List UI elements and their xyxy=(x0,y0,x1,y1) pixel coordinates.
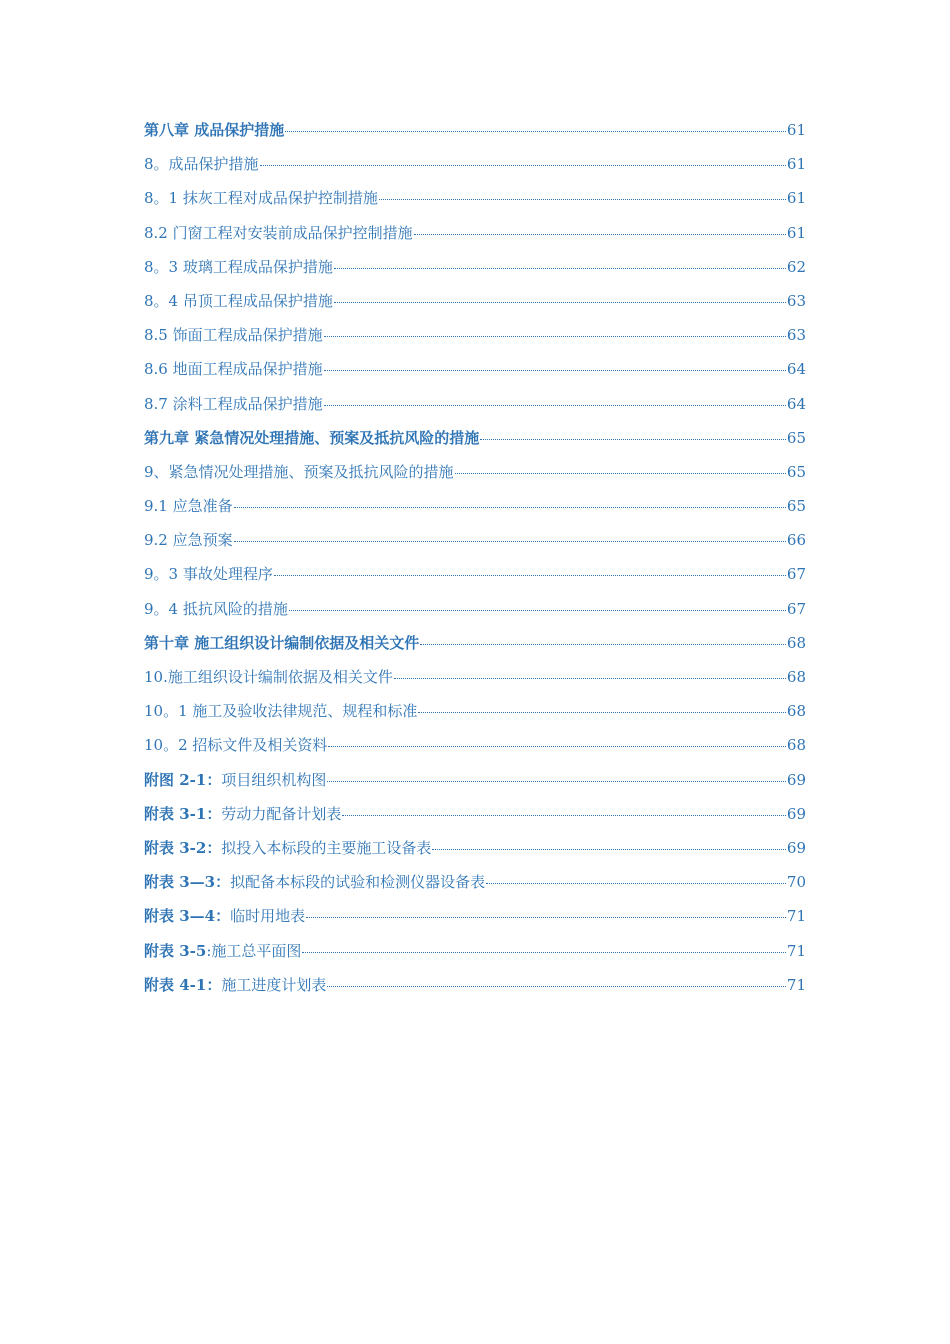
toc-entry-label xyxy=(144,666,393,687)
toc-entry-heading: 附表 4-1： xyxy=(144,975,222,994)
toc-page-number: 62 xyxy=(786,257,806,276)
toc-entry[interactable] xyxy=(144,803,806,837)
toc-entry-label xyxy=(144,632,419,653)
toc-entry[interactable] xyxy=(144,358,806,392)
toc-entry[interactable] xyxy=(144,769,806,803)
dot-leader xyxy=(420,644,786,645)
dot-leader xyxy=(379,199,786,200)
toc-entry-heading: 第九章 紧急情况处理措施、预案及抵抗风险的措施 xyxy=(144,428,480,447)
toc-entry-label xyxy=(144,529,233,550)
toc-page-number: 67 xyxy=(786,599,806,618)
toc-entry[interactable] xyxy=(144,187,806,221)
toc-entry-text: 拟投入本标段的主要施工设备表 xyxy=(221,838,432,857)
toc-entry-label xyxy=(144,940,301,961)
toc-entry-label xyxy=(144,734,327,755)
dot-leader xyxy=(334,302,786,303)
toc-entry-label xyxy=(144,324,323,345)
toc-entry-label xyxy=(144,803,341,824)
dot-leader xyxy=(334,268,786,269)
toc-entry[interactable] xyxy=(144,734,806,768)
toc-entry[interactable] xyxy=(144,905,806,939)
toc-entry[interactable] xyxy=(144,222,806,256)
dot-leader xyxy=(394,678,786,679)
toc-page-number: 68 xyxy=(786,736,806,755)
toc-page-number: 67 xyxy=(786,565,806,584)
dot-leader xyxy=(234,507,786,508)
toc-entry-text: 10.施工组织设计编制依据及相关文件 xyxy=(144,668,393,686)
toc-entry[interactable] xyxy=(144,598,806,632)
toc-entry-heading: 附表 3-1： xyxy=(144,804,222,823)
toc-entry-label xyxy=(144,256,333,277)
toc-entry-label xyxy=(144,461,454,482)
toc-page-number: 69 xyxy=(786,804,806,823)
toc-entry-text: 项目组织机构图 xyxy=(221,770,327,789)
toc-entry-text: 8.6 地面工程成品保护措施 xyxy=(144,360,323,379)
dot-leader xyxy=(260,165,786,166)
dot-leader xyxy=(418,712,786,713)
dot-leader xyxy=(480,439,786,440)
toc-entry-label xyxy=(144,393,323,414)
dot-leader xyxy=(234,541,786,542)
toc-entry-text: 临时用地表 xyxy=(230,907,306,926)
toc-entry[interactable] xyxy=(144,461,806,495)
toc-entry[interactable] xyxy=(144,290,806,324)
toc-entry-label xyxy=(144,153,259,174)
toc-entry-label xyxy=(144,358,323,379)
toc-page-number: 61 xyxy=(786,155,806,174)
toc-entry[interactable] xyxy=(144,529,806,563)
toc-page-number: 64 xyxy=(786,394,806,413)
toc-entry-text: 10。1 施工及验收法律规范、规程和标准 xyxy=(144,702,418,721)
toc-entry-text: 8。4 吊顶工程成品保护措施 xyxy=(144,291,333,310)
dot-leader xyxy=(306,917,786,918)
dot-leader xyxy=(342,815,786,816)
toc-page-number: 61 xyxy=(786,121,806,139)
toc-entry-label xyxy=(144,700,417,721)
toc-page-number: 69 xyxy=(786,770,806,789)
toc-page-number: 68 xyxy=(786,702,806,721)
toc-entry-label xyxy=(144,290,333,311)
dot-leader xyxy=(285,131,786,132)
dot-leader xyxy=(324,336,786,337)
toc-entry-label xyxy=(144,598,288,619)
toc-entry-label xyxy=(144,427,479,448)
toc-entry-text: 9。4 抵抗风险的措施 xyxy=(144,599,288,618)
toc-page-number: 64 xyxy=(786,360,806,379)
toc-entry-text: :施工总平面图 xyxy=(206,941,302,960)
dot-leader xyxy=(324,370,786,371)
toc-entry-text: 9、紧急情况处理措施、预案及抵抗风险的措施 xyxy=(144,462,454,481)
dot-leader xyxy=(289,610,786,611)
toc-entry-label xyxy=(144,119,284,140)
toc-entry-text: 8.5 饰面工程成品保护措施 xyxy=(144,326,323,345)
toc-entry-text: 8.7 涂料工程成品保护措施 xyxy=(144,394,323,413)
toc-entry-text: 施工进度计划表 xyxy=(221,975,327,994)
toc-entry[interactable] xyxy=(144,700,806,734)
toc-page-number: 71 xyxy=(786,975,806,994)
toc-page-number: 71 xyxy=(786,941,806,960)
toc-page-number: 63 xyxy=(786,291,806,310)
toc-entry[interactable] xyxy=(144,256,806,290)
toc-entry-text: 8.2 门窗工程对安装前成品保护控制措施 xyxy=(144,223,413,242)
toc-page-number: 71 xyxy=(786,907,806,926)
toc-entry[interactable] xyxy=(144,871,806,905)
toc-entry-text: 拟配备本标段的试验和检测仪器设备表 xyxy=(230,873,486,892)
toc-entry-text: 8。3 玻璃工程成品保护措施 xyxy=(144,257,333,276)
toc-entry-text: 劳动力配备计划表 xyxy=(221,804,342,823)
dot-leader xyxy=(328,746,786,747)
toc-entry-heading: 附图 2-1： xyxy=(144,770,222,789)
toc-page-number: 61 xyxy=(786,189,806,208)
toc-entry-text: 9.2 应急预案 xyxy=(144,531,233,550)
toc-entry[interactable] xyxy=(144,666,806,700)
toc-page-number: 69 xyxy=(786,838,806,857)
toc-entry-heading: 附表 3—4： xyxy=(144,907,231,926)
toc-entry-label xyxy=(144,974,326,995)
toc-entry[interactable] xyxy=(144,393,806,427)
dot-leader xyxy=(414,234,786,235)
dot-leader xyxy=(327,781,786,782)
toc-page-number: 65 xyxy=(786,497,806,516)
toc-entry[interactable] xyxy=(144,324,806,358)
toc-entry-text: 9。3 事故处理程序 xyxy=(144,565,273,584)
dot-leader xyxy=(455,473,786,474)
toc-entry-text: 8。成品保护措施 xyxy=(144,155,259,174)
toc-entry[interactable] xyxy=(144,153,806,187)
toc-entry-label xyxy=(144,871,485,892)
toc-entry[interactable] xyxy=(144,119,806,153)
toc-page-number: 61 xyxy=(786,223,806,242)
toc-entry[interactable] xyxy=(144,974,806,1008)
toc-page-number: 63 xyxy=(786,326,806,345)
toc-page-number: 66 xyxy=(786,531,806,550)
toc-entry-heading: 附表 3-2： xyxy=(144,838,222,857)
toc-entry-heading: 附表 3-5 xyxy=(144,941,207,960)
toc-entry[interactable] xyxy=(144,427,806,461)
toc-entry[interactable] xyxy=(144,563,806,597)
toc-entry-label xyxy=(144,222,413,243)
toc-entry[interactable] xyxy=(144,495,806,529)
dot-leader xyxy=(274,575,786,576)
toc-page-number: 70 xyxy=(786,873,806,892)
toc-entry-text: 9.1 应急准备 xyxy=(144,497,233,516)
toc-entry-label xyxy=(144,187,378,208)
toc-entry-heading: 附表 3—3： xyxy=(144,873,231,892)
table-of-contents xyxy=(144,119,806,1008)
toc-entry[interactable] xyxy=(144,940,806,974)
dot-leader xyxy=(486,883,786,884)
toc-page-number: 65 xyxy=(786,462,806,481)
toc-entry-label xyxy=(144,905,305,926)
toc-entry[interactable] xyxy=(144,837,806,871)
toc-entry-heading: 第十章 施工组织设计编制依据及相关文件 xyxy=(144,633,420,652)
toc-entry-label xyxy=(144,837,431,858)
toc-page-number: 68 xyxy=(786,668,806,686)
dot-leader xyxy=(302,952,786,953)
toc-entry-label xyxy=(144,495,233,516)
toc-entry-label xyxy=(144,563,273,584)
dot-leader xyxy=(324,405,786,406)
toc-entry[interactable] xyxy=(144,632,806,666)
toc-page-number: 65 xyxy=(786,428,806,447)
toc-entry-label xyxy=(144,769,326,790)
dot-leader xyxy=(327,986,786,987)
toc-entry-text: 8。1 抹灰工程对成品保护控制措施 xyxy=(144,189,378,208)
toc-entry-heading: 第八章 成品保护措施 xyxy=(144,121,285,139)
dot-leader xyxy=(432,849,786,850)
toc-entry-text: 10。2 招标文件及相关资料 xyxy=(144,736,328,755)
toc-page-number: 68 xyxy=(786,633,806,652)
